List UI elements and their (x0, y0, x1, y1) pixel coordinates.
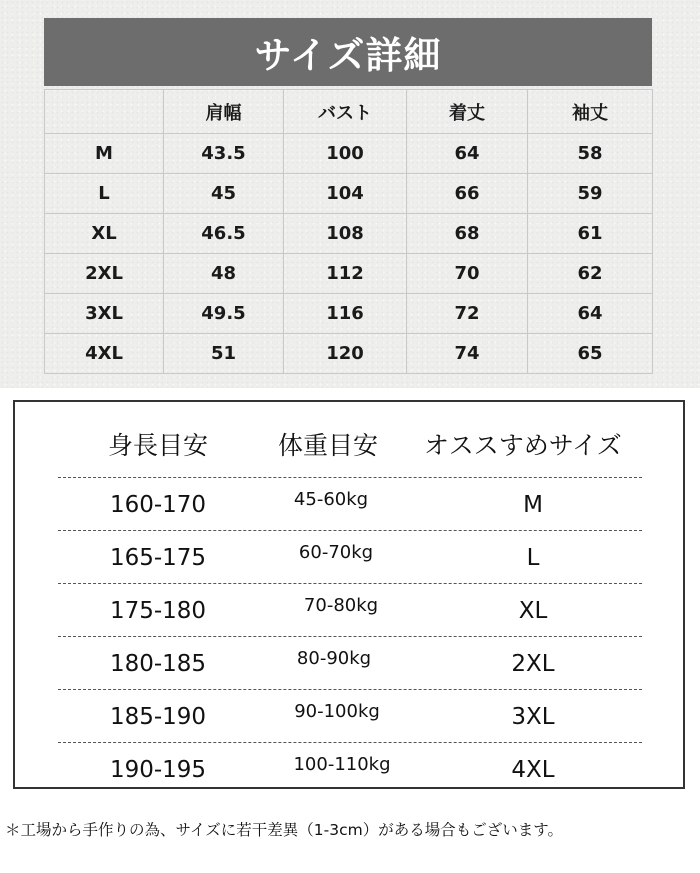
table-cell: 49.5 (164, 294, 284, 334)
dashed-divider (58, 742, 642, 743)
table-cell: 70 (407, 254, 528, 294)
weight-guide-header: 体重目安 (278, 431, 379, 460)
table-cell: 104 (284, 174, 407, 214)
recommended-size: 4XL (511, 757, 555, 783)
size-label: M (45, 134, 164, 174)
height-range: 185-190 (109, 704, 207, 730)
weight-range: 90-100kg (294, 701, 380, 722)
table-cell: 61 (528, 214, 653, 254)
height-range: 165-175 (109, 545, 207, 571)
header-cell: 袖丈 (528, 90, 653, 134)
table-cell: 108 (284, 214, 407, 254)
size-label: L (45, 174, 164, 214)
table-row (45, 294, 653, 334)
table-cell: 58 (528, 134, 653, 174)
weight-range: 45-60kg (293, 489, 369, 510)
dashed-divider (58, 477, 642, 478)
header-cell: バスト (284, 90, 407, 134)
table-row (45, 254, 653, 294)
height-range: 180-185 (109, 651, 207, 677)
table-cell: 68 (407, 214, 528, 254)
size-label: 3XL (45, 294, 164, 334)
recommended-size: 3XL (511, 704, 555, 730)
table-cell: 116 (284, 294, 407, 334)
dashed-divider (58, 636, 642, 637)
table-cell: 65 (528, 334, 653, 374)
table-cell: 74 (407, 334, 528, 374)
size-label: 2XL (45, 254, 164, 294)
header-cell (45, 90, 164, 134)
table-header-row (45, 90, 653, 134)
weight-range: 100-110kg (293, 754, 391, 775)
table-cell: 112 (284, 254, 407, 294)
recommended-size: M (523, 492, 543, 518)
header-cell: 着丈 (407, 90, 528, 134)
table-row (45, 334, 653, 374)
size-detail-table (44, 89, 653, 374)
height-guide-header: 身長目安 (108, 431, 209, 460)
table-cell: 43.5 (164, 134, 284, 174)
table-cell: 59 (528, 174, 653, 214)
height-range: 160-170 (109, 492, 207, 518)
table-row (45, 134, 653, 174)
table-cell: 64 (407, 134, 528, 174)
size-label: XL (45, 214, 164, 254)
table-cell: 100 (284, 134, 407, 174)
table-cell: 46.5 (164, 214, 284, 254)
weight-range: 80-90kg (296, 648, 372, 669)
height-range: 175-180 (109, 598, 207, 624)
weight-range: 60-70kg (298, 542, 374, 563)
dashed-divider (58, 583, 642, 584)
table-row (45, 174, 653, 214)
table-row (45, 214, 653, 254)
table-cell: 62 (528, 254, 653, 294)
dashed-divider (58, 530, 642, 531)
recommended-size: L (526, 545, 540, 571)
table-cell: 72 (407, 294, 528, 334)
recommended-size: 2XL (511, 651, 555, 677)
table-cell: 64 (528, 294, 653, 334)
recommended-size-header: オススすめサイズ (424, 431, 622, 460)
table-cell: 51 (164, 334, 284, 374)
height-range: 190-195 (109, 757, 207, 783)
header-cell: 肩幅 (164, 90, 284, 134)
table-cell: 120 (284, 334, 407, 374)
size-label: 4XL (45, 334, 164, 374)
size-detail-title: サイズ詳細 (44, 18, 652, 86)
table-cell: 48 (164, 254, 284, 294)
size-variance-note: ＊工場から手作りの為、サイズに若干差異（1-3cm）がある場合もございます。 (5, 821, 563, 839)
dashed-divider (58, 689, 642, 690)
recommended-size: XL (518, 598, 548, 624)
table-cell: 45 (164, 174, 284, 214)
weight-range: 70-80kg (303, 595, 379, 616)
table-cell: 66 (407, 174, 528, 214)
